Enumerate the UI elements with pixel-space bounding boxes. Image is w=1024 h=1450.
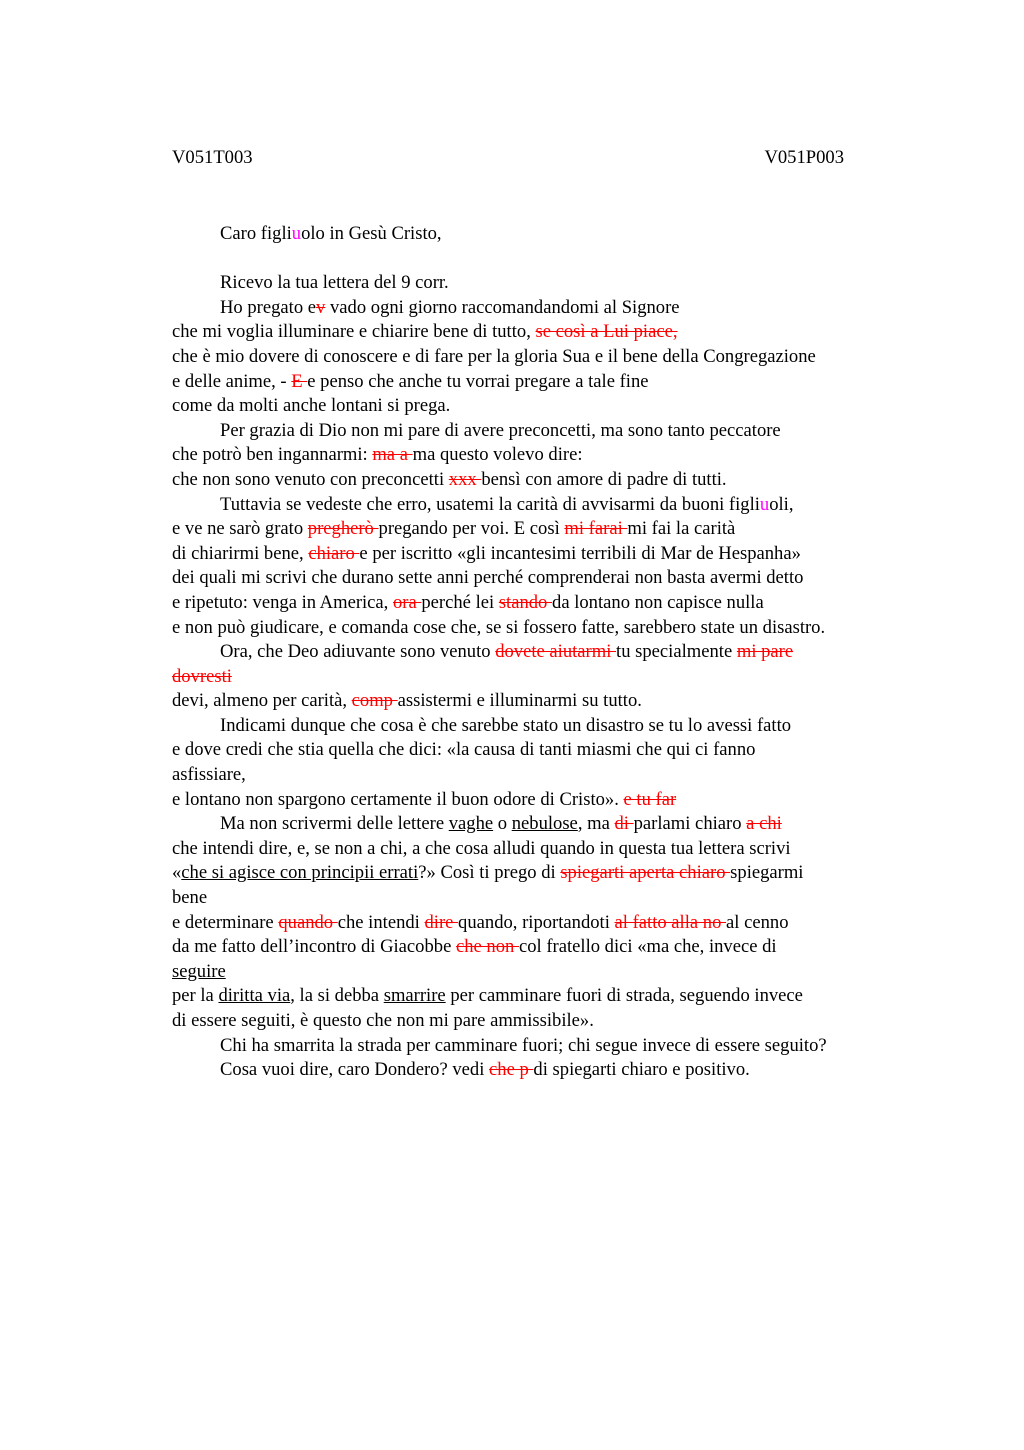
deleted-text: che p (489, 1059, 534, 1081)
text-run: asfissiare, (172, 764, 246, 786)
text-line (172, 542, 912, 567)
underlined-text: seguire (172, 960, 226, 982)
deleted-text: dire (424, 911, 459, 933)
text-line (172, 566, 912, 591)
text-run: di essere seguiti, è questo che non mi pare ammissibile». (172, 1010, 594, 1031)
deleted-text: al fatto alla no (614, 911, 727, 933)
text-run: da me fatto dell’incontro di Giacobbe (172, 936, 456, 958)
deleted-text: se così a Lui piace, (535, 321, 678, 343)
text-line (172, 911, 912, 936)
deleted-text: chiaro (308, 542, 360, 564)
text-run: « (172, 862, 182, 884)
inserted-letter: u (759, 493, 770, 515)
text-run: e non può giudicare, e comanda cose che, se si fossero fatte, sarebbero state un disastro. (172, 616, 826, 638)
text-run: al cenno (726, 911, 789, 933)
text-line (172, 493, 912, 518)
text-run: pregando per voi. E così (378, 518, 565, 540)
text-run: Ma non scrivermi delle lettere (220, 813, 449, 835)
text-run: Ho pregato e (220, 296, 317, 318)
text-run: dei quali mi scrivi che durano sette anni perché comprenderai non basta avermi detto (172, 567, 804, 589)
document-code-right: V051P003 (764, 147, 844, 168)
text-run: Indicami dunque che cosa è che sarebbe stato un disastro se tu lo avessi fatto (220, 714, 792, 736)
text-run: Ora, che Deo adiuvante sono venuto (220, 641, 496, 663)
text-line (172, 1009, 912, 1034)
text-run: vado ogni giorno raccomandandomi al Signore (325, 296, 680, 318)
text-line (172, 517, 912, 542)
text-line (172, 1058, 912, 1083)
text-line (172, 370, 912, 395)
text-run: per la (172, 985, 219, 1007)
text-line (172, 665, 912, 690)
text-run: che intendi (337, 911, 425, 933)
text-line (172, 935, 912, 960)
text-line (172, 468, 912, 493)
text-line (172, 689, 912, 714)
text-run: di chiarirmi bene, (172, 542, 309, 564)
text-run: ?» Così ti prego di (418, 862, 561, 884)
text-run: bene (172, 887, 208, 909)
text-run: olo in Gesù Cristo, (301, 223, 442, 244)
text-run: o (493, 813, 512, 835)
text-run: e dove credi che stia quella che dici: «la causa di tanti miasmi che qui ci fanno (172, 739, 756, 761)
text-run: ma questo volevo dire: (412, 444, 583, 466)
text-line (172, 419, 912, 444)
underlined-text: diritta via (218, 985, 291, 1007)
text-line (172, 394, 912, 419)
deleted-text: stando (498, 591, 553, 613)
text-run: devi, almeno per carità, (172, 690, 352, 712)
text-line (172, 443, 912, 468)
text-run: per camminare fuori di strada, seguendo invece (445, 985, 803, 1007)
deleted-text: quando (278, 911, 338, 933)
text-run: bensì con amore di padre di tutti. (481, 468, 727, 490)
text-run: Tuttavia se vedeste che erro, usatemi la carità di avvisarmi da buoni figli (220, 493, 760, 515)
text-run: che è mio dovere di conoscere e di fare per la gloria Sua e il bene della Congregazione (172, 345, 816, 367)
text-run: parlami chiaro (633, 813, 747, 835)
text-run: e lontano non spargono certamente il buon odore di Cristo». (172, 788, 624, 810)
text-run: Chi ha smarrita la strada per camminare fuori; chi segue invece di essere seguito? (220, 1034, 827, 1056)
underlined-text: vaghe (448, 813, 494, 835)
text-run: spiegarmi (730, 862, 804, 884)
deleted-text: che non (455, 936, 519, 958)
deleted-text: comp (351, 690, 398, 712)
text-run: , ma (577, 813, 615, 835)
text-line (172, 960, 912, 985)
text-run: e ripetuto: venga in America, (172, 591, 393, 613)
deleted-text: xxx (448, 468, 482, 490)
text-line (172, 345, 912, 370)
text-line (172, 320, 912, 345)
text-line (172, 763, 912, 788)
text-line (172, 837, 912, 862)
text-run: quando, riportandoti (458, 911, 615, 933)
deleted-text: v (316, 296, 326, 318)
deleted-text: dovresti (172, 665, 232, 687)
text-line (172, 738, 912, 763)
text-run: assistermi e illuminarmi su tutto. (397, 690, 642, 712)
deleted-text: E (291, 370, 308, 392)
text-run: e ve ne sarò grato (172, 518, 308, 540)
text-line (172, 788, 912, 813)
text-line (172, 861, 912, 886)
deleted-text: e tu far (623, 788, 677, 810)
text-run: col fratello dici «ma che, invece di (518, 936, 777, 958)
underlined-text: nebulose (511, 813, 578, 835)
text-run: che mi voglia illuminare e chiarire bene di tutto, (172, 321, 536, 343)
text-line (172, 714, 912, 739)
deleted-text: ora (392, 591, 422, 613)
paragraph-gap (172, 247, 912, 272)
text-run: oli, (769, 493, 794, 515)
text-line (172, 222, 912, 247)
text-line (172, 1034, 912, 1059)
text-line (172, 296, 912, 321)
deleted-text: dovete aiutarmi (495, 641, 617, 663)
inserted-letter: u (291, 223, 302, 244)
text-line (172, 640, 912, 665)
document-code-left: V051T003 (172, 147, 253, 168)
text-run: che potrò ben ingannarmi: (172, 444, 373, 466)
text-line (172, 984, 912, 1009)
deleted-text: pregherò (307, 518, 379, 540)
underlined-text: che si agisce con principii errati (181, 862, 419, 884)
text-run: da lontano non capisce nulla (552, 591, 764, 613)
deleted-text: mi farai (564, 518, 628, 540)
letter-body (172, 222, 912, 1083)
text-run: che non sono venuto con preconcetti (172, 468, 449, 490)
deleted-text: mi pare (736, 641, 794, 663)
underlined-text: smarrire (383, 985, 446, 1007)
deleted-text: a chi (746, 813, 782, 835)
text-run: di spiegarti chiaro e positivo. (533, 1059, 750, 1081)
text-run: Caro figli (220, 223, 292, 244)
text-run: tu specialmente (616, 641, 737, 663)
text-run: Cosa vuoi dire, caro Dondero? vedi (220, 1059, 490, 1081)
text-run: Ricevo la tua lettera del 9 corr. (220, 272, 449, 294)
text-run: e per iscritto «gli incantesimi terribili di Mar de Hespanha» (359, 542, 801, 564)
text-line (172, 271, 912, 296)
text-line (172, 812, 912, 837)
text-run: che intendi dire, e, se non a chi, a che cosa alludi quando in questa tua lettera scrivi (172, 837, 791, 859)
text-line (172, 616, 912, 641)
text-run: Per grazia di Dio non mi pare di avere preconcetti, ma sono tanto peccatore (220, 419, 781, 441)
text-run: perché lei (421, 591, 499, 613)
text-line (172, 886, 912, 911)
text-run: come da molti anche lontani si prega. (172, 395, 451, 417)
text-run: mi fai la carità (627, 518, 736, 540)
text-line (172, 591, 912, 616)
deleted-text: di (614, 813, 634, 835)
text-run: e determinare (172, 911, 279, 933)
deleted-text: ma a (372, 444, 413, 466)
text-run: , la si debba (290, 985, 384, 1007)
text-run: e delle anime, - (172, 370, 292, 392)
deleted-text: spiegarti aperta chiaro (560, 862, 731, 884)
text-run: e penso che anche tu vorrai pregare a tale fine (307, 370, 649, 392)
